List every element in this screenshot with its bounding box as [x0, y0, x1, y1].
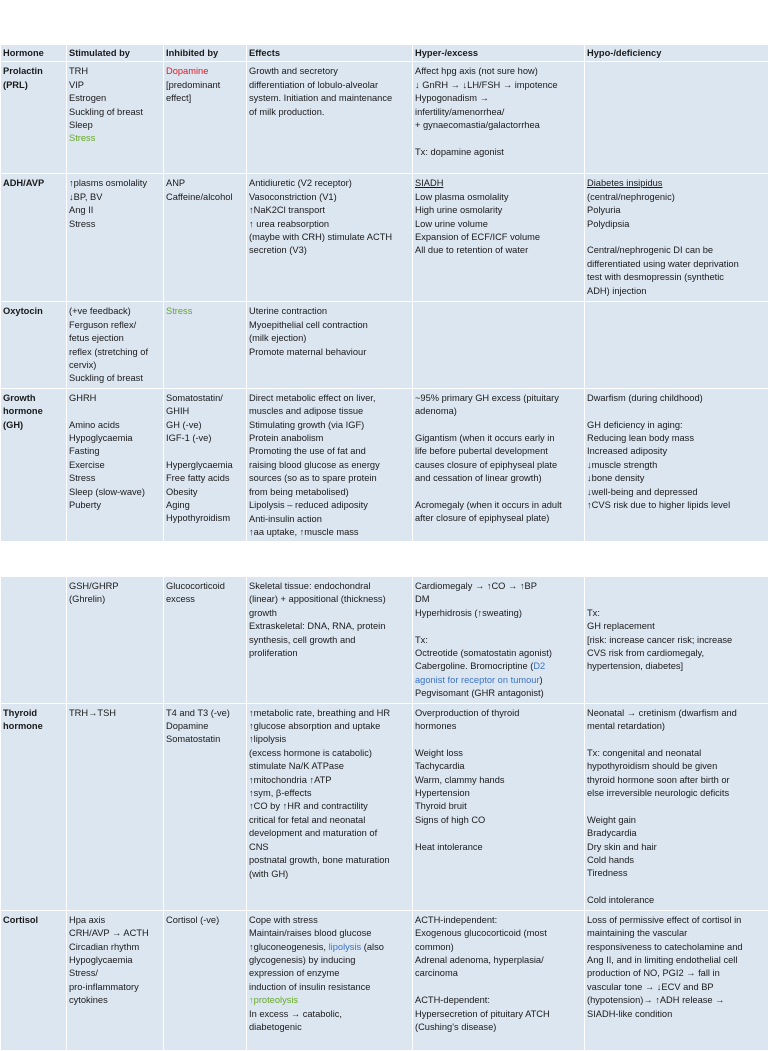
- hormone-name-line: Prolactin: [3, 65, 64, 78]
- inhibited-line: Dopamine: [166, 720, 244, 733]
- effects-line: Anti-insulin action: [249, 513, 410, 526]
- effects-line: ↑NaK2Cl transport: [249, 204, 410, 217]
- hypo-line: thyroid hormone soon after birth or: [587, 774, 766, 787]
- hypo-line: Ang II, and in limiting endothelial cell: [587, 954, 766, 967]
- hypo-line: Polydipsia: [587, 218, 766, 231]
- effects-line: Direct metabolic effect on liver,: [249, 392, 410, 405]
- effects-line: glycogenesis) by inducing: [249, 954, 410, 967]
- effects-line: Growth and secretory: [249, 65, 410, 78]
- hypo-line: [587, 800, 766, 813]
- table-row-thyroid: [1, 703, 768, 910]
- hormone-name-line: hormone: [3, 720, 64, 733]
- hypo-line: mental retardation): [587, 720, 766, 733]
- inhibited-line: Dopamine: [166, 65, 244, 78]
- effects-line: Stimulating growth (via IGF): [249, 419, 410, 432]
- stimulated-line: Exercise: [69, 459, 161, 472]
- effects-line: Lipolysis – reduced adiposity: [249, 499, 410, 512]
- stimulated-line: Suckling of breast: [69, 106, 161, 119]
- hyper-line: + gynaecomastia/galactorrhea: [415, 119, 582, 132]
- effects-cell: [247, 302, 413, 388]
- hyper-line: High urine osmolarity: [415, 204, 582, 217]
- hormone-name-line: Cortisol: [3, 914, 64, 927]
- hypo-line: [587, 881, 766, 894]
- hyper-line: ↓ GnRH → ↓LH/FSH → impotence: [415, 79, 582, 92]
- table-header-row: [1, 45, 768, 62]
- inhibited-line: Glucocorticoid: [166, 580, 244, 593]
- stimulated-line: fetus ejection: [69, 332, 161, 345]
- effects-line: ↑glucose absorption and uptake: [249, 720, 410, 733]
- stimulated-line: TRH→TSH: [69, 707, 161, 720]
- hormone-name-cell: [1, 388, 67, 541]
- hyper-line: [415, 620, 582, 633]
- effects-line: (maybe with CRH) stimulate ACTH: [249, 231, 410, 244]
- inhibited-line: Somatostatin: [166, 733, 244, 746]
- stimulated-line: TRH: [69, 65, 161, 78]
- hypo-line: ↑CVS risk due to higher lipids level: [587, 499, 766, 512]
- stimulated-line: Circadian rhythm: [69, 941, 161, 954]
- hormone-name-cell: [1, 174, 67, 302]
- stimulated-line: Stress: [69, 132, 161, 145]
- inhibited-line: Somatostatin/: [166, 392, 244, 405]
- effects-cell: [247, 577, 413, 704]
- table-row-oxytocin: [1, 302, 768, 388]
- hypo-line: [587, 593, 766, 606]
- hyper-line: [415, 827, 582, 840]
- hyper-cell: [413, 62, 585, 174]
- hormone-name-cell: [1, 302, 67, 388]
- stimulated-cell: [67, 388, 164, 541]
- hypo-line: vascular tone → ↓ECV and BP: [587, 981, 766, 994]
- hyper-cell: [413, 388, 585, 541]
- hyper-line: Adrenal adenoma, hyperplasia/: [415, 954, 582, 967]
- hyper-line: agonist for receptor on tumour): [415, 674, 582, 687]
- hypo-line: Cold intolerance: [587, 894, 766, 907]
- stimulated-line: [69, 405, 161, 418]
- hypo-line: Diabetes insipidus: [587, 177, 766, 190]
- hyper-line: Hypogonadism →: [415, 92, 582, 105]
- hyper-line: ~95% primary GH excess (pituitary: [415, 392, 582, 405]
- hypo-cell: [585, 62, 768, 174]
- effects-line: ↑gluconeogenesis, lipolysis (also: [249, 941, 410, 954]
- hypo-line: Loss of permissive effect of cortisol in: [587, 914, 766, 927]
- hypo-line: Bradycardia: [587, 827, 766, 840]
- hypo-line: [587, 231, 766, 244]
- effects-line: Maintain/raises blood glucose: [249, 927, 410, 940]
- hypo-line: Cold hands: [587, 854, 766, 867]
- header-effects: Effects: [247, 45, 413, 62]
- hyper-cell: [413, 302, 585, 388]
- effects-line: CNS: [249, 841, 410, 854]
- header-hormone: Hormone: [1, 45, 67, 62]
- effects-line: (with GH): [249, 868, 410, 881]
- inhibited-line: [166, 445, 244, 458]
- hyper-line: (Cushing's disease): [415, 1021, 582, 1034]
- inhibited-line: GH (-ve): [166, 419, 244, 432]
- stimulated-line: Hpa axis: [69, 914, 161, 927]
- inhibited-line: Obesity: [166, 486, 244, 499]
- hypo-line: [risk: increase cancer risk; increase: [587, 634, 766, 647]
- hyper-cell: [413, 174, 585, 302]
- inhibited-cell: [164, 910, 247, 1050]
- stimulated-cell: [67, 577, 164, 704]
- effects-cell: [247, 174, 413, 302]
- effects-line: from being metabolised): [249, 486, 410, 499]
- hyper-line: Warm, clammy hands: [415, 774, 582, 787]
- effects-cell: [247, 388, 413, 541]
- hyper-line: [415, 486, 582, 499]
- hypo-line: production of NO, PGI2 → fall in: [587, 967, 766, 980]
- inhibited-line: IGF-1 (-ve): [166, 432, 244, 445]
- hypo-line: differentiated using water deprivation: [587, 258, 766, 271]
- effects-line: ↑CO by ↑HR and contractility: [249, 800, 410, 813]
- hyper-line: causes closure of epiphyseal plate: [415, 459, 582, 472]
- effects-line: (excess hormone is catabolic): [249, 747, 410, 760]
- hyper-line: life before pubertal development: [415, 445, 582, 458]
- hypo-line: SIADH-like condition: [587, 1008, 766, 1021]
- effects-line: Skeletal tissue: endochondral: [249, 580, 410, 593]
- effects-line: raising blood glucose as energy: [249, 459, 410, 472]
- inhibited-line: Cortisol (-ve): [166, 914, 244, 927]
- effects-line: ↑lipolysis: [249, 733, 410, 746]
- hyper-line: All due to retention of water: [415, 244, 582, 257]
- effects-line: system. Initiation and maintenance: [249, 92, 410, 105]
- hyper-line: Signs of high CO: [415, 814, 582, 827]
- hyper-line: Octreotide (somatostatin agonist): [415, 647, 582, 660]
- effects-line: development and maturation of: [249, 827, 410, 840]
- stimulated-line: ↓BP, BV: [69, 191, 161, 204]
- hypo-line: [587, 580, 766, 593]
- inhibited-cell: [164, 703, 247, 910]
- hormone-name-line: (PRL): [3, 79, 64, 92]
- effects-line: proliferation: [249, 647, 410, 660]
- stimulated-line: cytokines: [69, 994, 161, 1007]
- effects-line: Antidiuretic (V2 receptor): [249, 177, 410, 190]
- effects-line: (linear) + appositional (thickness): [249, 593, 410, 606]
- hyper-line: Cardiomegaly → ↑CO → ↑BP: [415, 580, 582, 593]
- hyper-line: Pegvisomant (GHR antagonist): [415, 687, 582, 700]
- inhibited-line: [predominant: [166, 79, 244, 92]
- effects-cell: [247, 62, 413, 174]
- hyper-line: ACTH-dependent:: [415, 994, 582, 1007]
- effects-line: Protein anabolism: [249, 432, 410, 445]
- hyper-cell: [413, 703, 585, 910]
- inhibited-line: Caffeine/alcohol: [166, 191, 244, 204]
- hypo-line: GH replacement: [587, 620, 766, 633]
- inhibited-line: excess: [166, 593, 244, 606]
- hyper-line: Acromegaly (when it occurs in adult: [415, 499, 582, 512]
- effects-line: ↑aa uptake, ↑muscle mass: [249, 526, 410, 539]
- hypo-line: GH deficiency in aging:: [587, 419, 766, 432]
- inhibited-cell: [164, 388, 247, 541]
- stimulated-line: Estrogen: [69, 92, 161, 105]
- hormone-table: [0, 44, 768, 542]
- stimulated-cell: [67, 703, 164, 910]
- stimulated-line: Stress: [69, 218, 161, 231]
- table-row-gh-cont: [1, 577, 768, 704]
- effects-line: Extraskeletal: DNA, RNA, protein: [249, 620, 410, 633]
- header-hypo-deficiency: Hypo-/deficiency: [585, 45, 768, 62]
- hormone-name-line: (GH): [3, 419, 64, 432]
- hypo-line: ↓bone density: [587, 472, 766, 485]
- stimulated-line: pro-inflammatory: [69, 981, 161, 994]
- inhibited-cell: [164, 174, 247, 302]
- effects-line: critical for fetal and neonatal: [249, 814, 410, 827]
- hypo-line: Dwarfism (during childhood): [587, 392, 766, 405]
- hyper-line: Low urine volume: [415, 218, 582, 231]
- hyper-line: after closure of epiphyseal plate): [415, 512, 582, 525]
- effects-line: differentiation of lobulo-alveolar: [249, 79, 410, 92]
- stimulated-line: Stress/: [69, 967, 161, 980]
- effects-line: ↑proteolysis: [249, 994, 410, 1007]
- hyper-line: [415, 733, 582, 746]
- header-hyper-excess: Hyper-/excess: [413, 45, 585, 62]
- hormone-table-continued: [0, 576, 768, 1051]
- effects-line: Cope with stress: [249, 914, 410, 927]
- stimulated-line: Ferguson reflex/: [69, 319, 161, 332]
- hypo-line: test with desmopressin (synthetic: [587, 271, 766, 284]
- stimulated-line: (+ve feedback): [69, 305, 161, 318]
- hypo-line: [587, 733, 766, 746]
- hyper-line: Tx:: [415, 634, 582, 647]
- effects-line: ↑mitochondria ↑ATP: [249, 774, 410, 787]
- hormone-name-cell: [1, 910, 67, 1050]
- stimulated-cell: [67, 62, 164, 174]
- hyper-line: Low plasma osmolality: [415, 191, 582, 204]
- stimulated-line: Puberty: [69, 499, 161, 512]
- hyper-line: Thyroid bruit: [415, 800, 582, 813]
- hyper-line: Expansion of ECF/ICF volume: [415, 231, 582, 244]
- header-inhibited-by: Inhibited by: [164, 45, 247, 62]
- stimulated-line: Sleep (slow-wave): [69, 486, 161, 499]
- stimulated-line: GHRH: [69, 392, 161, 405]
- inhibited-line: Stress: [166, 305, 244, 318]
- inhibited-cell: [164, 62, 247, 174]
- effects-line: sources (so as to spare protein: [249, 472, 410, 485]
- hormone-name-line: hormone: [3, 405, 64, 418]
- table-row-cortisol: [1, 910, 768, 1050]
- effects-line: ↑sym, β-effects: [249, 787, 410, 800]
- hyper-line: Heat intolerance: [415, 841, 582, 854]
- hyper-line: adenoma): [415, 405, 582, 418]
- inhibited-line: Hyperglycaemia: [166, 459, 244, 472]
- hypo-cell: [585, 910, 768, 1050]
- effects-line: secretion (V3): [249, 244, 410, 257]
- hyper-cell: [413, 577, 585, 704]
- stimulated-line: Fasting: [69, 445, 161, 458]
- stimulated-line: cervix): [69, 359, 161, 372]
- inhibited-line: Aging: [166, 499, 244, 512]
- stimulated-cell: [67, 910, 164, 1050]
- effects-line: Vasoconstriction (V1): [249, 191, 410, 204]
- inhibited-line: Free fatty acids: [166, 472, 244, 485]
- hyper-line: Tachycardia: [415, 760, 582, 773]
- effects-line: growth: [249, 607, 410, 620]
- effects-line: Promote maternal behaviour: [249, 346, 410, 359]
- hypo-line: responsiveness to catecholamine and: [587, 941, 766, 954]
- effects-line: In excess → catabolic,: [249, 1008, 410, 1021]
- hormone-name-line: Thyroid: [3, 707, 64, 720]
- hypo-line: Weight gain: [587, 814, 766, 827]
- hypo-line: Central/nephrogenic DI can be: [587, 244, 766, 257]
- stimulated-line: VIP: [69, 79, 161, 92]
- stimulated-cell: [67, 302, 164, 388]
- stimulated-line: ↑plasms osmolality: [69, 177, 161, 190]
- hypo-line: Tx: congenital and neonatal: [587, 747, 766, 760]
- hypo-line: (hypotension)→ ↑ADH release →: [587, 994, 766, 1007]
- hyper-line: ACTH-independent:: [415, 914, 582, 927]
- stimulated-line: Stress: [69, 472, 161, 485]
- hyper-line: Hyperhidrosis (↑sweating): [415, 607, 582, 620]
- table-row-adh: [1, 174, 768, 302]
- inhibited-line: ANP: [166, 177, 244, 190]
- hormone-name-cell: [1, 577, 67, 704]
- hypo-line: ↓muscle strength: [587, 459, 766, 472]
- effects-line: Promoting the use of fat and: [249, 445, 410, 458]
- hyper-line: infertility/amenorrhea/: [415, 106, 582, 119]
- hyper-line: Hypersecretion of pituitary ATCH: [415, 1008, 582, 1021]
- effects-line: induction of insulin resistance: [249, 981, 410, 994]
- stimulated-line: CRH/AVP → ACTH: [69, 927, 161, 940]
- hyper-line: Affect hpg axis (not sure how): [415, 65, 582, 78]
- table-row-gh: [1, 388, 768, 541]
- hyper-line: Overproduction of thyroid: [415, 707, 582, 720]
- hypo-line: ADH) injection: [587, 285, 766, 298]
- effects-line: diabetogenic: [249, 1021, 410, 1034]
- hyper-line: common): [415, 941, 582, 954]
- hyper-line: hormones: [415, 720, 582, 733]
- inhibited-line: Hypothyroidism: [166, 512, 244, 525]
- hyper-line: Weight loss: [415, 747, 582, 760]
- hypo-cell: [585, 388, 768, 541]
- hypo-line: Tiredness: [587, 867, 766, 880]
- hypo-line: (central/nephrogenic): [587, 191, 766, 204]
- effects-line: (milk ejection): [249, 332, 410, 345]
- inhibited-line: GHIH: [166, 405, 244, 418]
- hypo-line: Dry skin and hair: [587, 841, 766, 854]
- effects-line: ↑metabolic rate, breathing and HR: [249, 707, 410, 720]
- stimulated-line: Ang II: [69, 204, 161, 217]
- effects-cell: [247, 910, 413, 1050]
- stimulated-line: Hypoglycaemia: [69, 432, 161, 445]
- hypo-cell: [585, 703, 768, 910]
- inhibited-cell: [164, 577, 247, 704]
- hypo-line: Neonatal → cretinism (dwarfism and: [587, 707, 766, 720]
- hypo-line: hypothyroidism should be given: [587, 760, 766, 773]
- hypo-line: hypertension, diabetes]: [587, 660, 766, 673]
- hypo-line: ↓well-being and depressed: [587, 486, 766, 499]
- hyper-line: Tx: dopamine agonist: [415, 146, 582, 159]
- effects-line: of milk production.: [249, 106, 410, 119]
- inhibited-line: effect]: [166, 92, 244, 105]
- hypo-line: maintaining the vascular: [587, 927, 766, 940]
- stimulated-cell: [67, 174, 164, 302]
- effects-line: muscles and adipose tissue: [249, 405, 410, 418]
- hormone-name-line: ADH/AVP: [3, 177, 64, 190]
- hypo-cell: [585, 577, 768, 704]
- hypo-line: Reducing lean body mass: [587, 432, 766, 445]
- hyper-cell: [413, 910, 585, 1050]
- inhibited-cell: [164, 302, 247, 388]
- effects-line: synthesis, cell growth and: [249, 634, 410, 647]
- table-row-prolactin: [1, 62, 768, 174]
- stimulated-line: Suckling of breast: [69, 372, 161, 385]
- hyper-line: Gigantism (when it occurs early in: [415, 432, 582, 445]
- stimulated-line: (Ghrelin): [69, 593, 161, 606]
- stimulated-line: Amino acids: [69, 419, 161, 432]
- hyper-line: and cessation of linear growth): [415, 472, 582, 485]
- stimulated-line: GSH/GHRP: [69, 580, 161, 593]
- hyper-line: [415, 419, 582, 432]
- effects-cell: [247, 703, 413, 910]
- effects-line: Uterine contraction: [249, 305, 410, 318]
- stimulated-line: reflex (stretching of: [69, 346, 161, 359]
- hormone-name-cell: [1, 703, 67, 910]
- effects-line: stimulate Na/K ATPase: [249, 760, 410, 773]
- hyper-line: Hypertension: [415, 787, 582, 800]
- stimulated-line: Hypoglycaemia: [69, 954, 161, 967]
- hypo-line: else irreversible neurologic deficits: [587, 787, 766, 800]
- hyper-line: Cabergoline. Bromocriptine (D2: [415, 660, 582, 673]
- effects-line: postnatal growth, bone maturation: [249, 854, 410, 867]
- hyper-line: DM: [415, 593, 582, 606]
- hypo-line: Polyuria: [587, 204, 766, 217]
- hormone-name-cell: [1, 62, 67, 174]
- stimulated-line: Sleep: [69, 119, 161, 132]
- inhibited-line: T4 and T3 (-ve): [166, 707, 244, 720]
- effects-line: Myoepithelial cell contraction: [249, 319, 410, 332]
- header-stimulated-by: Stimulated by: [67, 45, 164, 62]
- effects-line: expression of enzyme: [249, 967, 410, 980]
- hyper-line: carcinoma: [415, 967, 582, 980]
- hyper-line: Exogenous glucocorticoid (most: [415, 927, 582, 940]
- hypo-line: CVS risk from cardiomegaly,: [587, 647, 766, 660]
- hypo-cell: [585, 302, 768, 388]
- hyper-line: [415, 132, 582, 145]
- hyper-line: [415, 981, 582, 994]
- hypo-line: Increased adiposity: [587, 445, 766, 458]
- hyper-line: SIADH: [415, 177, 582, 190]
- effects-line: ↑ urea reabsorption: [249, 218, 410, 231]
- hypo-cell: [585, 174, 768, 302]
- hypo-line: Tx:: [587, 607, 766, 620]
- hypo-line: [587, 405, 766, 418]
- hormone-name-line: Growth: [3, 392, 64, 405]
- hormone-name-line: Oxytocin: [3, 305, 64, 318]
